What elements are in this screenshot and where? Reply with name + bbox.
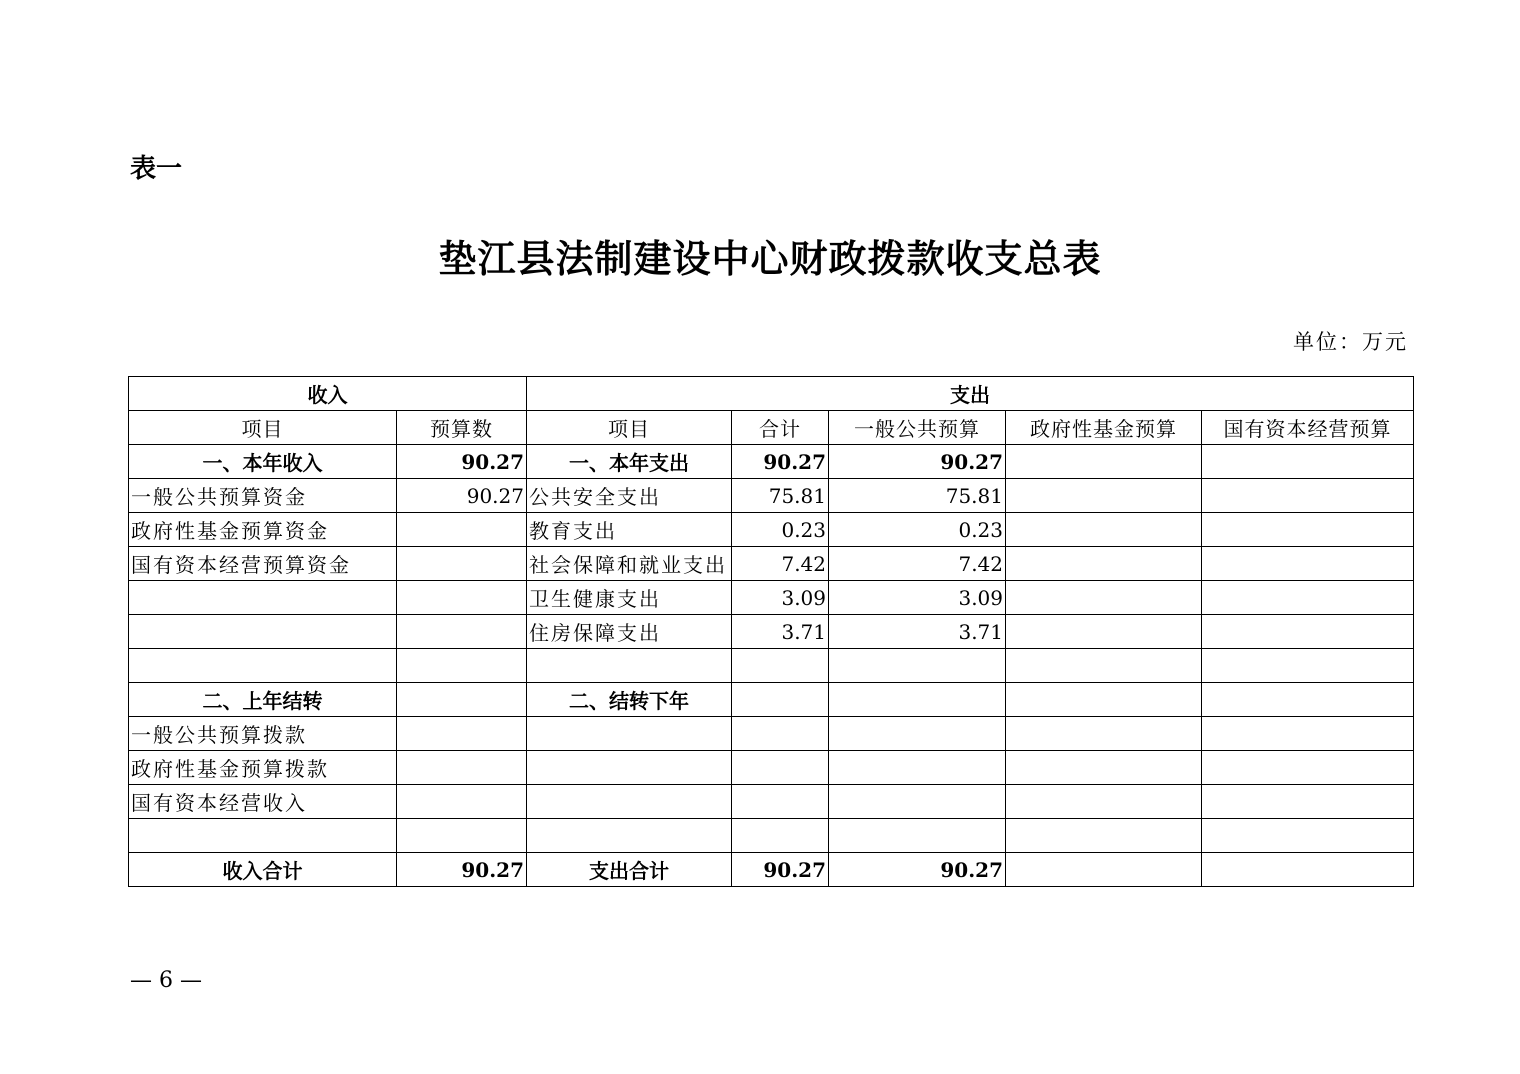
table-row — [129, 751, 1414, 785]
table-cell: 住房保障支出 — [527, 615, 732, 649]
table-cell — [527, 751, 732, 785]
table-cell — [129, 615, 397, 649]
table-cell: 社会保障和就业支出 — [527, 547, 732, 581]
table-cell: 90.27 — [829, 445, 1006, 479]
table-row — [129, 683, 1414, 717]
table-cell — [1006, 819, 1202, 853]
table-label: 表一 — [130, 154, 183, 184]
table-cell: 3.71 — [829, 615, 1006, 649]
table-cell — [1006, 445, 1202, 479]
table-cell — [1202, 547, 1414, 581]
table-cell — [1006, 581, 1202, 615]
table-cell — [1202, 819, 1414, 853]
table-row — [129, 819, 1414, 853]
table-cell — [732, 785, 829, 819]
table-cell — [397, 547, 527, 581]
table-cell — [1006, 683, 1202, 717]
table-cell: 90.27 — [732, 853, 829, 887]
table-cell: 政府性基金预算资金 — [129, 513, 397, 547]
table-cell: 90.27 — [397, 479, 527, 513]
table-row — [129, 615, 1414, 649]
table-cell: 一、本年收入 — [129, 445, 397, 479]
table-cell: 一般公共预算拨款 — [129, 717, 397, 751]
table-cell — [129, 581, 397, 615]
table-cell — [732, 819, 829, 853]
table-cell — [397, 649, 527, 683]
table-cell — [397, 819, 527, 853]
table-cell — [829, 717, 1006, 751]
table-cell — [397, 581, 527, 615]
expense-header: 支出 — [527, 377, 1414, 411]
header-row-columns — [129, 411, 1414, 445]
table-cell — [1006, 479, 1202, 513]
table-row — [129, 445, 1414, 479]
table-row — [129, 717, 1414, 751]
table-cell — [1202, 445, 1414, 479]
table-row — [129, 785, 1414, 819]
table-cell — [129, 819, 397, 853]
table-cell — [1202, 751, 1414, 785]
table-cell — [397, 717, 527, 751]
table-cell: 7.42 — [829, 547, 1006, 581]
table-cell: 卫生健康支出 — [527, 581, 732, 615]
table-cell: 90.27 — [397, 445, 527, 479]
table-cell — [732, 649, 829, 683]
table-cell — [1006, 547, 1202, 581]
table-cell — [1202, 479, 1414, 513]
table-cell — [732, 751, 829, 785]
table-cell: 收入合计 — [129, 853, 397, 887]
table-cell — [1202, 717, 1414, 751]
table-cell — [829, 819, 1006, 853]
table-cell — [1006, 785, 1202, 819]
table-cell — [1202, 581, 1414, 615]
table-cell: 二、结转下年 — [527, 683, 732, 717]
table-cell — [1006, 649, 1202, 683]
table-cell — [397, 785, 527, 819]
table-cell: 75.81 — [829, 479, 1006, 513]
table-cell — [1006, 513, 1202, 547]
table-cell — [1006, 751, 1202, 785]
table-cell: 3.09 — [732, 581, 829, 615]
table-cell: 国有资本经营收入 — [129, 785, 397, 819]
table-cell — [397, 615, 527, 649]
table-cell — [527, 785, 732, 819]
table-cell — [732, 717, 829, 751]
table-cell: 90.27 — [732, 445, 829, 479]
table-cell — [397, 513, 527, 547]
table-row — [129, 513, 1414, 547]
table-cell — [1202, 513, 1414, 547]
table-cell — [829, 785, 1006, 819]
table-row — [129, 853, 1414, 887]
column-header: 一般公共预算 — [829, 411, 1006, 445]
finance-table — [128, 376, 1414, 887]
table-cell: 公共安全支出 — [527, 479, 732, 513]
table-cell: 75.81 — [732, 479, 829, 513]
table-cell: 支出合计 — [527, 853, 732, 887]
table-cell: 一、本年支出 — [527, 445, 732, 479]
table-cell: 0.23 — [732, 513, 829, 547]
table-cell: 一般公共预算资金 — [129, 479, 397, 513]
table-cell — [732, 683, 829, 717]
table-row — [129, 479, 1414, 513]
column-header: 政府性基金预算 — [1006, 411, 1202, 445]
column-header: 项目 — [129, 411, 397, 445]
table-cell — [527, 717, 732, 751]
table-row — [129, 581, 1414, 615]
header-row-top — [129, 377, 1414, 411]
table-cell — [1202, 615, 1414, 649]
table-cell — [1202, 785, 1414, 819]
table-cell — [397, 751, 527, 785]
table-cell: 90.27 — [829, 853, 1006, 887]
table-cell — [829, 683, 1006, 717]
column-header: 合计 — [732, 411, 829, 445]
column-header: 国有资本经营预算 — [1202, 411, 1414, 445]
unit-label: 单位：万元 — [1293, 330, 1408, 354]
table-cell: 0.23 — [829, 513, 1006, 547]
table-cell — [527, 649, 732, 683]
table-cell — [1006, 717, 1202, 751]
page-title: 垫江县法制建设中心财政拨款收支总表 — [438, 236, 1102, 281]
table-cell: 7.42 — [732, 547, 829, 581]
page-number: — 6 — — [130, 968, 202, 993]
column-header: 项目 — [527, 411, 732, 445]
table-cell: 政府性基金预算拨款 — [129, 751, 397, 785]
table-cell: 教育支出 — [527, 513, 732, 547]
table-row — [129, 649, 1414, 683]
table-cell — [1006, 615, 1202, 649]
table-cell — [527, 819, 732, 853]
table-cell — [1006, 853, 1202, 887]
table-cell — [129, 649, 397, 683]
column-header: 预算数 — [397, 411, 527, 445]
table-cell: 3.71 — [732, 615, 829, 649]
income-header: 收入 — [129, 377, 527, 411]
table-cell — [829, 751, 1006, 785]
table-cell — [1202, 649, 1414, 683]
table-cell: 二、上年结转 — [129, 683, 397, 717]
table-cell — [397, 683, 527, 717]
table-cell: 90.27 — [397, 853, 527, 887]
table-row — [129, 547, 1414, 581]
table-cell — [1202, 853, 1414, 887]
table-cell: 国有资本经营预算资金 — [129, 547, 397, 581]
table-cell — [829, 649, 1006, 683]
table-cell — [1202, 683, 1414, 717]
table-cell: 3.09 — [829, 581, 1006, 615]
